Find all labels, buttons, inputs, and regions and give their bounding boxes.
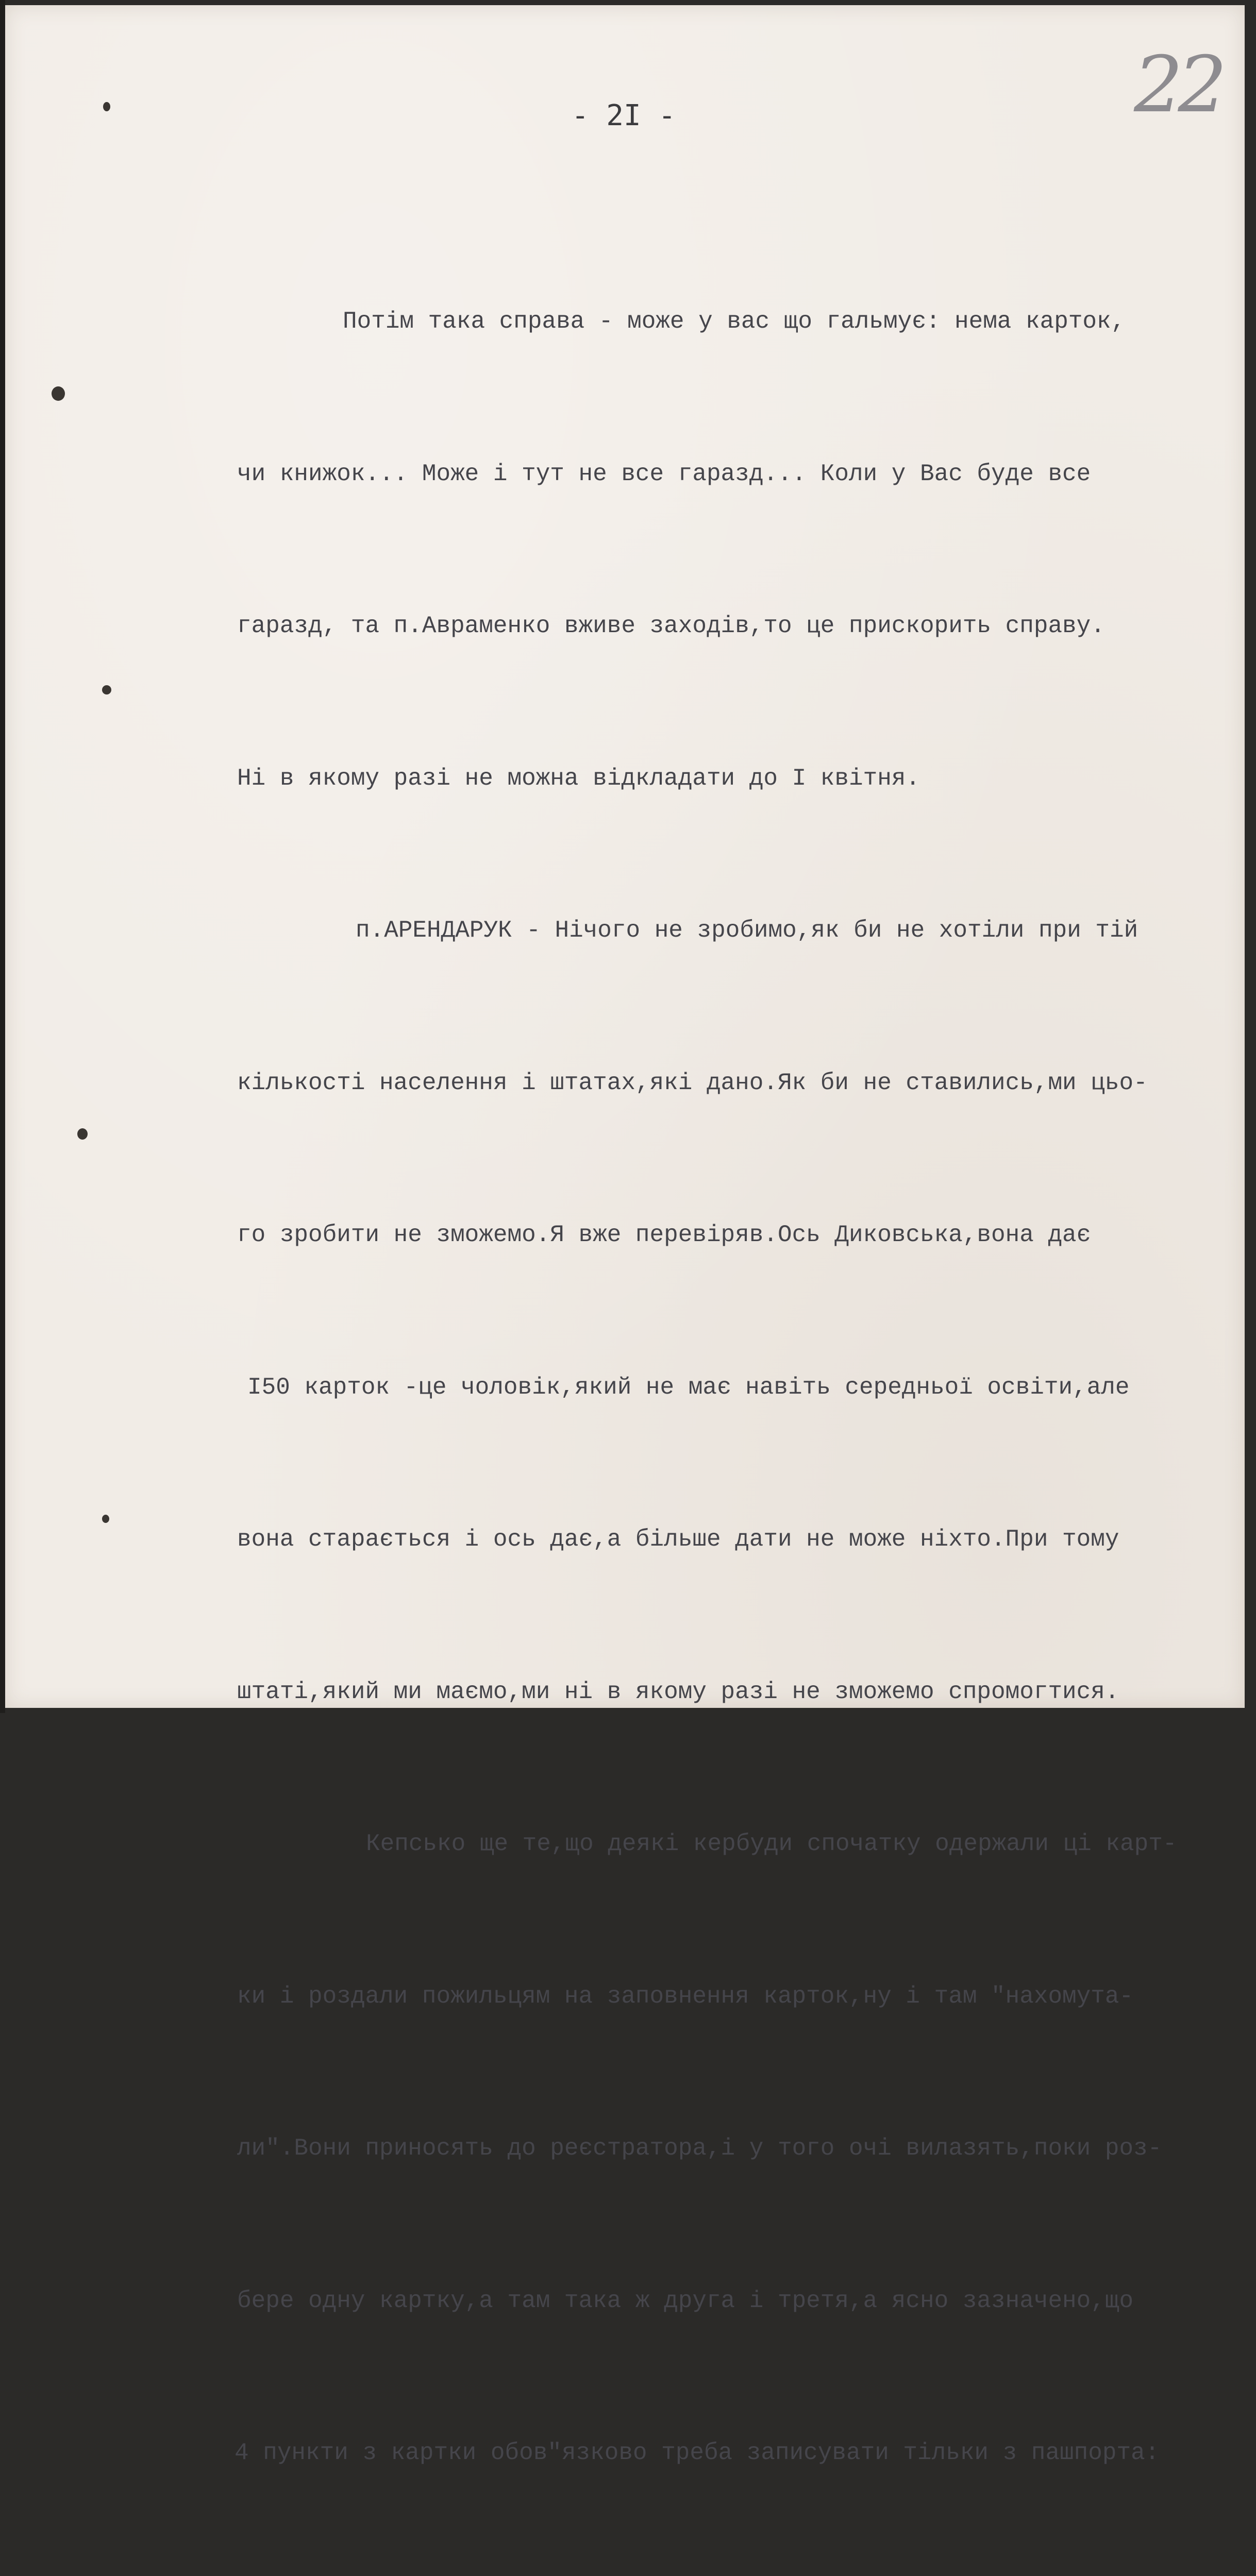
text-line: штаті,який ми маємо,ми ні в якому разі не зможемо спромогтися. xyxy=(237,1678,1119,1705)
typewritten-text xyxy=(227,195,1237,2576)
punch-hole-mark xyxy=(52,386,65,401)
punch-hole-mark xyxy=(77,1128,88,1140)
page-left-edge xyxy=(0,0,5,1713)
archive-sheet-number: 22 xyxy=(1134,40,1222,130)
text-line: кількості населення і штатах,які дано.Як би не ставились,ми цьо- xyxy=(237,1069,1148,1096)
text-line: I50 карток -це чоловік,який не має навіть середньої освіти,але xyxy=(247,1374,1130,1401)
punch-hole-mark xyxy=(103,102,110,111)
punch-hole-mark xyxy=(102,1515,109,1523)
text-line: гаразд, та п.Авраменко вживе заходів,то це прискорить справу. xyxy=(237,613,1105,639)
punch-hole-mark xyxy=(102,685,111,694)
text-line: Ні в якому разі не можна відкладати до I квітня. xyxy=(237,765,920,792)
text-line: ли".Вони приносять до реєстратора,і у того очі вилазять,поки роз- xyxy=(237,2135,1162,2162)
page-number: - 2I - xyxy=(571,99,676,132)
text-line: ки і роздали пожильцям на заповнення карток,ну і там "нахомута- xyxy=(237,1982,1134,2010)
text-line: п.АРЕНДАРУК - Нічого не зробимо,як би не хотіли при тій xyxy=(356,917,1138,944)
text-line: 4 пункти з картки обов"язково треба записувати тільки з пашпорта: xyxy=(235,2439,1160,2466)
text-line: бере одну картку,а там така ж друга і третя,а ясно зазначено,що xyxy=(237,2287,1134,2314)
text-line: вона старається і ось дає,а більше дати не може ніхто.При тому xyxy=(237,1526,1119,1553)
text-line: Кепсько ще те,що деякі кербуди спочатку одержали ці карт- xyxy=(366,1831,1177,1857)
text-line: чи книжок... Може і тут не все гаразд... Коли у Вас буде все xyxy=(237,460,1091,487)
text-line: го зробити не зможемо.Я вже перевіряв.Ось Диковська,вона дає xyxy=(237,1222,1091,1248)
text-line: Потім така справа - може у вас що гальмує: нема карток, xyxy=(343,308,1126,335)
